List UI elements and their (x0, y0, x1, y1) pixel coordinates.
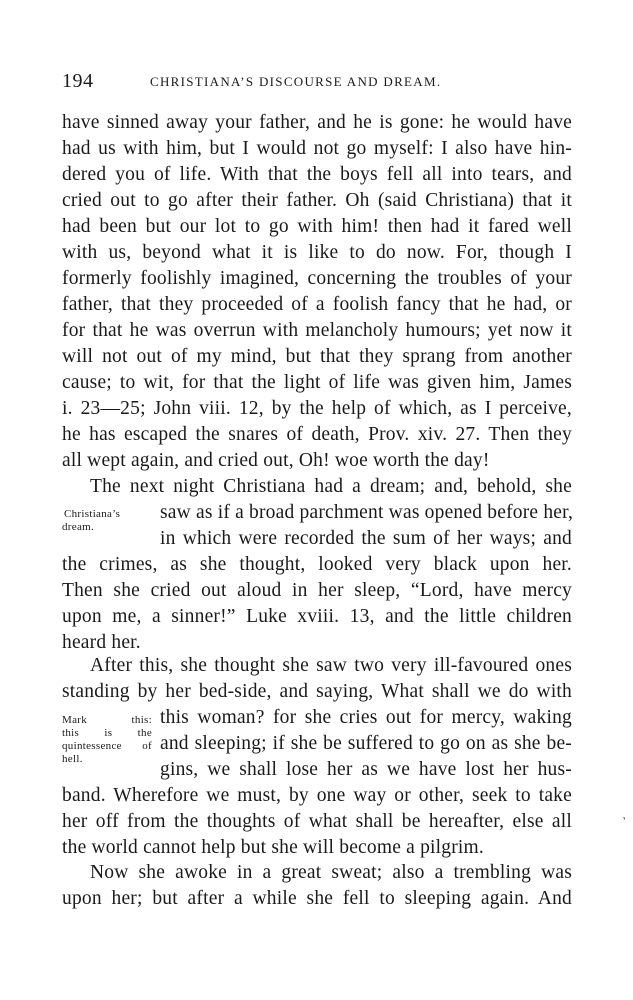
text-line: upon her; but after a while she fell to sleeping again. And (62, 888, 572, 909)
paragraph-1 (62, 110, 572, 474)
text-line: Then she cried out aloud in her sleep, “Lord, have mercy (62, 580, 572, 601)
text-line: The next night Christiana had a dream; and, behold, she (90, 476, 572, 497)
text-line: After this, she thought she saw two very ill-favoured ones (90, 655, 572, 676)
paragraph-4 (62, 860, 572, 912)
text-line: had been but our lot to go with him! then had it fared well (62, 216, 572, 237)
sidenote-line: Christiana’s (64, 508, 121, 520)
text-line: the world cannot help but she will become a pilgrim. (62, 837, 484, 858)
text-line: saw as if a broad parchment was opened before her, (160, 502, 574, 523)
text-line: dered you of life. With that the boys fell all into tears, and (62, 164, 572, 185)
text-line: upon me, a sinner!” Luke xviii. 13, and the little children (62, 606, 572, 627)
text-line: he has escaped the snares of death, Prov. xiv. 27. Then they (62, 424, 572, 445)
text-line: and sleeping; if she be suffered to go on as she be- (160, 733, 572, 754)
text-line: father, that they proceeded of a foolish fancy that he had, or (62, 294, 572, 315)
text-line: her off from the thoughts of what shall be hereafter, else all (62, 811, 572, 832)
sidenote-line: Mark this: (62, 714, 152, 726)
text-line: with us, beyond what it is like to do now. For, though I (62, 242, 572, 263)
margin-mark: ʼ (621, 813, 629, 829)
text-line: this woman? for she cries out for mercy, waking (160, 707, 572, 728)
text-line: i. 23—25; John viii. 12, by the help of which, as I perceive, (62, 398, 572, 419)
text-line: heard her. (62, 632, 141, 653)
paragraph-2 (62, 474, 572, 656)
text-line: the crimes, as she thought, looked very black upon her. (62, 554, 572, 575)
text-line: will not out of my mind, but that they sprang from another (62, 346, 572, 367)
text-line: band. Wherefore we must, by one way or other, seek to take (62, 785, 572, 806)
running-head-title: CHRISTIANA’S DISCOURSE AND DREAM. (150, 74, 442, 89)
text-line: cried out to go after their father. Oh (said Christiana) that it (62, 190, 572, 211)
text-line: standing by her bed-side, and saying, What shall we do with (62, 681, 572, 702)
text-line: gins, we shall lose her as we have lost her hus- (160, 759, 572, 780)
text-line: Now she awoke in a great sweat; also a trembling was (90, 862, 572, 883)
running-header (62, 68, 572, 94)
sidenote-mark-this (62, 714, 152, 766)
text-line: in which were recorded the sum of her ways; and (160, 528, 572, 549)
text-line: cause; to wit, for that the light of life was given him, James (62, 372, 572, 393)
text-line: had us with him, but I would not go myself: I also have hin- (62, 138, 572, 159)
sidenote-line: dream. (62, 521, 95, 533)
sidenote-line: hell. (62, 753, 83, 765)
sidenote-line: quintessence of (62, 740, 152, 752)
text-line: have sinned away your father, and he is gone: he would have (62, 112, 572, 133)
text-line: formerly foolishly imagined, concerning the troubles of your (62, 268, 572, 289)
text-line: all wept again, and cried out, Oh! woe worth the day! (62, 450, 490, 471)
sidenote-christianas-dream (62, 508, 152, 534)
text-line: for that he was overrun with melancholy humours; yet now it (62, 320, 572, 341)
sidenote-line: this is the (62, 727, 152, 739)
page-number: 194 (62, 70, 94, 92)
